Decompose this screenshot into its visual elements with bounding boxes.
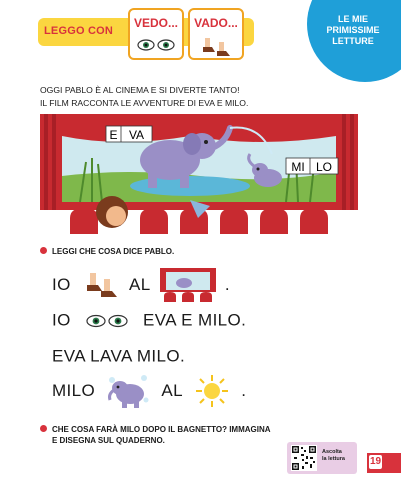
instruction-1: LEGGI CHE COSA DICE PABLO. — [40, 246, 174, 257]
label-milo-left: MI — [291, 160, 305, 174]
walking-feet-icon — [82, 271, 118, 299]
banner-title: LEGGO CON — [44, 25, 114, 37]
card-vedo — [128, 8, 184, 60]
reading-line-2: IO EVA E MILO. — [52, 310, 247, 330]
qr-code-icon[interactable] — [291, 445, 317, 471]
badge-text: LE MIE PRIMISSIME LETTURE — [326, 14, 380, 46]
eyes-icon — [86, 314, 128, 328]
card-vado — [188, 8, 244, 60]
card-vado-label: VADO... — [194, 16, 238, 30]
bullet-dot — [40, 425, 47, 432]
instruction-2: CHE COSA FARÀ MILO DOPO IL BAGNETTO? IMMAGINA E DISEGNA SUL QUADERNO. — [40, 424, 271, 446]
reading-line-1: IO AL . — [52, 268, 230, 302]
label-eva-left: E — [109, 128, 118, 142]
walking-feet-icon — [199, 36, 233, 58]
card-vedo-label: VEDO... — [133, 16, 178, 30]
intro-text — [40, 84, 248, 110]
label-milo-right: LO — [315, 160, 333, 174]
eyes-icon — [137, 38, 175, 52]
audio-qr-box[interactable] — [287, 442, 357, 474]
qr-label: Ascolta la lettura — [322, 449, 345, 462]
sun-icon — [194, 373, 230, 409]
bullet-dot — [40, 247, 47, 254]
label-eva-right: VA — [128, 128, 145, 142]
page-number: 19 — [369, 456, 382, 467]
cinema-icon — [160, 268, 216, 302]
reading-line-4: MILO AL . — [52, 372, 246, 410]
cinema-illustration — [40, 114, 358, 234]
pablo-head-icon — [96, 196, 128, 228]
reading-line-3: EVA LAVA MILO. — [52, 346, 186, 366]
intro-line-1: OGGI PABLO È AL CINEMA E SI DIVERTE TANTO! — [40, 85, 240, 95]
intro-line-2: IL FILM RACCONTA LE AVVENTURE DI EVA E MILO. — [40, 98, 249, 108]
elephant-splash-icon — [106, 372, 150, 410]
